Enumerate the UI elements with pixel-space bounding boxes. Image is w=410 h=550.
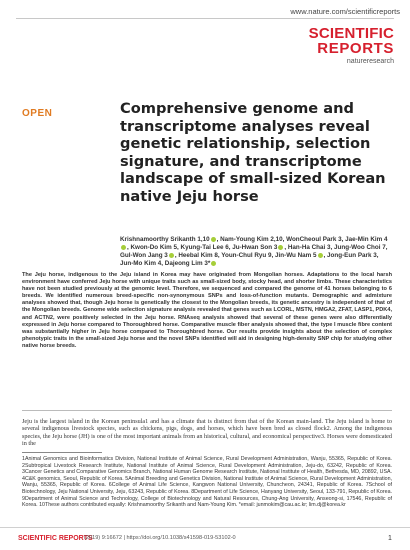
author-name: Jong-Eun Park 3 <box>327 252 377 259</box>
abstract: The Jeju horse, indigenous to the Jeju island in Korea may have originated from Mongolian horses. Adaptations to the local harsh environment have conferred Jeju horse with unique traits such as small-sized body, stocky head, and shorter limbs. These characteristics have not been studied previously at the genomic level. Therefore, we sequenced and compared the genome of 41 horses belonging to 6 breeds. We identified numerous breed-specific non-synonymous SNPs and loss-of-function mutants. Demographic and admixture analyses showed that, though Jeju horse is genetically the closest to the Mongolian breeds, its genetic ancestry is independent of that of the Mongolian breeds. Genome wide selection signature analysis revealed that genes such as LCORL, MSTN, HMGA2, ZFAT, LASP1, PDK4, and ACTN2, were positively selected in the Jeju horse. RNAseq analysis showed that several of these genes were also differentially expressed in Jeju horse compared to Thoroughbred horse. Comparative muscle fiber analysis showed that, the type I muscle fibre content was substantially higher in Jeju horse compared to Thoroughbred horse. Our results provide insights about the selection of complex phenotypic traits in the small-sized Jeju horse and the novel SNPs identified will aid in designing high-density SNP chip for studying other native horse breeds. <box>22 272 392 349</box>
author-name: Jin-Wu Nam 5 <box>275 252 317 259</box>
orcid-icon[interactable] <box>211 261 216 266</box>
author-name: Jung-Woo Choi 7 <box>334 244 386 251</box>
header-divider <box>16 18 394 19</box>
author-name: Krishnamoorthy Srikanth 1,10 <box>120 236 210 243</box>
journal-url[interactable]: www.nature.com/scientificreports <box>290 7 400 16</box>
journal-logo[interactable] <box>296 26 394 65</box>
footer-citation[interactable]: (2019) 9:16672 | https://doi.org/10.1038/s41598-019-53102-0 <box>84 535 236 541</box>
journal-name-line1: SCIENTIFIC <box>308 25 394 42</box>
author-name: Heebal Kim 8 <box>178 252 218 259</box>
footer-journal: SCIENTIFIC REPORTS <box>18 535 93 542</box>
journal-name-line2: REPORTS <box>317 40 394 57</box>
author-name: Kyung-Tai Lee 6 <box>180 244 229 251</box>
affiliations: 1Animal Genomics and Bioinformatics Division, National Institute of Animal Science, Rural Development Administration, Wanju, 55365, Republic of Korea. 2Subtropical Livestock Research Institute, National Institute of Animal Science, Rural Development Administration, Jeju-do, 63242, Republic of Korea. 3Cancer Genetics and Comparative Genomics Branch, National Human Genome Research Institute, National Institute of Health, Bethesda, MD, 20892, USA. 4C&K genomics, Seoul, Republic of Korea. 5Animal Breeding and Genetics Division, National Institute of Animal Science, Rural Development Administration, Wanju, 55365, Republic of Korea. 6College of Animal Life Science, Kangwon National University, Chuncheon, 24341, Republic of Korea. 7School of Biotechnology, Jeju National University, Jeju, 63243, Republic of Korea. 8Department of Life Science, Hanyang University, Seoul, 133-791, Republic of Korea. 9Department of Animal Science and Technology, College of Biotechnology and Natural Resources, Chung-Ang University, Anseong-si, 17546, Republic of Korea. 10These authors contributed equally: Krishnamoorthy Srikanth and Nam-Young Kim. *email: junmokim@cau.ac.kr; lim.dj@korea.kr <box>22 456 392 509</box>
orcid-icon[interactable] <box>121 245 126 250</box>
author-name: Nam-Young Kim 2,10 <box>220 236 283 243</box>
author-name: Kwon-Do Kim 5 <box>130 244 178 251</box>
footer-divider <box>0 527 410 528</box>
author-name: Jun-Mo Kim 4 <box>120 260 162 267</box>
author-name: Jae-Min Kim 4 <box>345 236 388 243</box>
orcid-icon[interactable] <box>211 237 216 242</box>
open-access-label: OPEN <box>22 108 53 119</box>
author-name: Gul-Won Jang 3 <box>120 252 168 259</box>
page-number: 1 <box>388 535 392 542</box>
author-name: Dajeong Lim 3* <box>164 260 211 267</box>
orcid-icon[interactable] <box>318 253 323 258</box>
orcid-icon[interactable] <box>169 253 174 258</box>
author-name: Ju-Hwan Son 3 <box>232 244 278 251</box>
author-name: Youn-Chul Ryu 9 <box>221 252 272 259</box>
publisher-name: natureresearch <box>346 58 394 65</box>
footnote-divider <box>22 452 102 453</box>
author-name: WonCheoul Park 3 <box>286 236 342 243</box>
introduction-text: Jeju is the largest island in the Korean peninsula1 and has a climate that is distinct from that of the Korean main-land. The Jeju island is home to several indigenous livestock species, such as chickens, pigs, dogs, and horses, which have been bred as closed flock2. Among the indigenous species, the Jeju horse (JH) is one of the most important animals from an historical, cultural, and economical perspective3. Horses were domesticated in the <box>22 418 392 448</box>
abstract-divider <box>22 410 392 411</box>
orcid-icon[interactable] <box>278 245 283 250</box>
author-name: Han-Ha Chai 3 <box>287 244 331 251</box>
article-title: Comprehensive genome and transcriptome analyses reveal genetic relationship, selection signature, and transcriptome landscape of small-sized Korean native Jeju horse <box>120 100 386 205</box>
author-list: Krishnamoorthy Srikanth 1,10 , Nam-Young Kim 2,10, WonCheoul Park 3, Jae-Min Kim 4, Kwon-Do Kim 5, Kyung-Tai Lee 6, Ju-Hwan Son 3 , Han-Ha Chai 3, Jung-Woo Choi 7, Gul-Won Jang 3 , Heebal Kim 8, Youn-Chul Ryu 9, Jin-Wu Nam 5 , Jong-Eun Park 3, Jun-Mo Kim 4, Dajeong Lim 3* <box>120 236 388 267</box>
